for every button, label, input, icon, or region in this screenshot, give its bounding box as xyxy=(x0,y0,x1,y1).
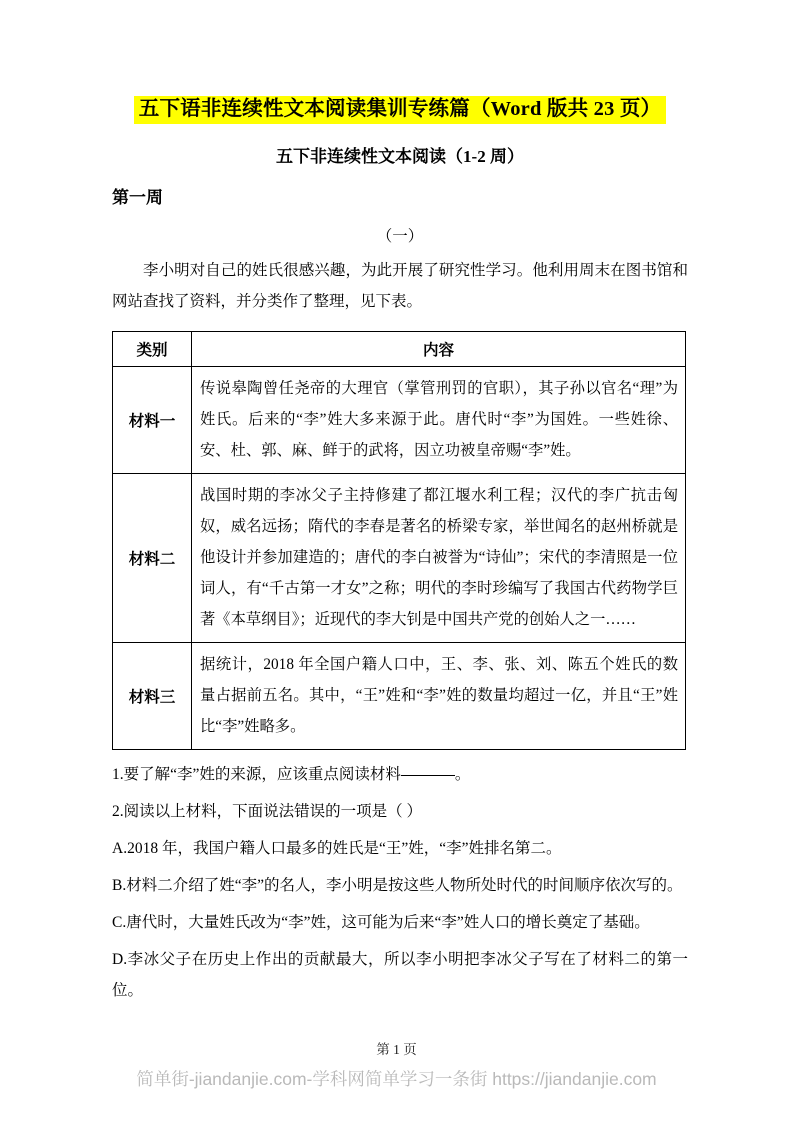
question-2: 2.阅读以上材料，下面说法错误的一项是（ ） xyxy=(112,803,423,821)
section-label: （一） xyxy=(376,227,424,245)
answer-blank[interactable] xyxy=(401,775,455,776)
table-row xyxy=(113,474,686,643)
table-row xyxy=(113,643,686,750)
table-cell-content: 据统计，2018 年全国户籍人口中，王、李、张、刘、陈五个姓氏的数量占据前五名。其中，“王”姓和“李”姓的数量均超过一亿，并且“王”姓比“李”姓略多。 xyxy=(192,643,686,750)
option-b: B.材料二介绍了姓“李”的名人，李小明是按这些人物所处时代的时间顺序依次写的。 xyxy=(112,877,683,895)
page-title-highlight: 五下语非连续性文本阅读集训专练篇（Word 版共 23 页） xyxy=(134,96,667,124)
question-1-text: 1.要了解“李”姓的来源，应该重点阅读材料 xyxy=(112,766,401,784)
week-heading: 第一周 xyxy=(112,188,163,208)
watermark: 简单街-jiandanjie.com-学科网简单学习一条街 https://jiandanjie.com xyxy=(136,1069,657,1089)
table-header-row xyxy=(113,332,686,367)
option-d: D.李冰父子在历史上作出的贡献最大，所以李小明把李冰父子写在了材料二的第一位。 xyxy=(112,951,688,1000)
table-header-category: 类别 xyxy=(113,332,192,367)
materials-table xyxy=(112,331,686,750)
option-a: A.2018 年，我国户籍人口最多的姓氏是“王”姓，“李”姓排名第二。 xyxy=(112,840,562,858)
table-cell-content: 传说皋陶曾任尧帝的大理官（掌管刑罚的官职），其子孙以官名“理”为姓氏。后来的“李”姓大多来源于此。唐代时“李”为国姓。一些姓徐、安、杜、郭、麻、鲜于的武将，因立功被皇帝赐“李”姓。 xyxy=(192,367,686,474)
table-row xyxy=(113,367,686,474)
question-1-suffix: 。 xyxy=(454,766,471,784)
document-content xyxy=(112,0,688,1006)
table-cell-category: 材料一 xyxy=(113,367,192,474)
page-title xyxy=(112,0,688,124)
question-1 xyxy=(112,750,688,790)
table-cell-category: 材料三 xyxy=(113,643,192,750)
document-subtitle: 五下非连续性文本阅读（1-2 周） xyxy=(276,146,524,166)
option-c: C.唐代时，大量姓氏改为“李”姓，这可能为后来“李”姓人口的增长奠定了基础。 xyxy=(112,914,650,932)
table-cell-content: 战国时期的李冰父子主持修建了都江堰水利工程；汉代的李广抗击匈奴，威名远扬；隋代的李春是著名的桥梁专家，举世闻名的赵州桥就是他设计并参加建造的；唐代的李白被誉为“诗仙”；宋代的李清照是一位词人，有“千古第一才女”之称；明代的李时珍编写了我国古代药物学巨著《本草纲目》；近现代的李大钊是中国共产党的创始人之一…… xyxy=(192,474,686,643)
table-header-content: 内容 xyxy=(192,332,686,367)
lead-paragraph: 李小明对自己的姓氏很感兴趣，为此开展了研究性学习。他利用周末在图书馆和网站查找了资料，并分类作了整理，见下表。 xyxy=(112,262,688,311)
page-number: 第 1 页 xyxy=(376,1042,417,1057)
table-cell-category: 材料二 xyxy=(113,474,192,643)
